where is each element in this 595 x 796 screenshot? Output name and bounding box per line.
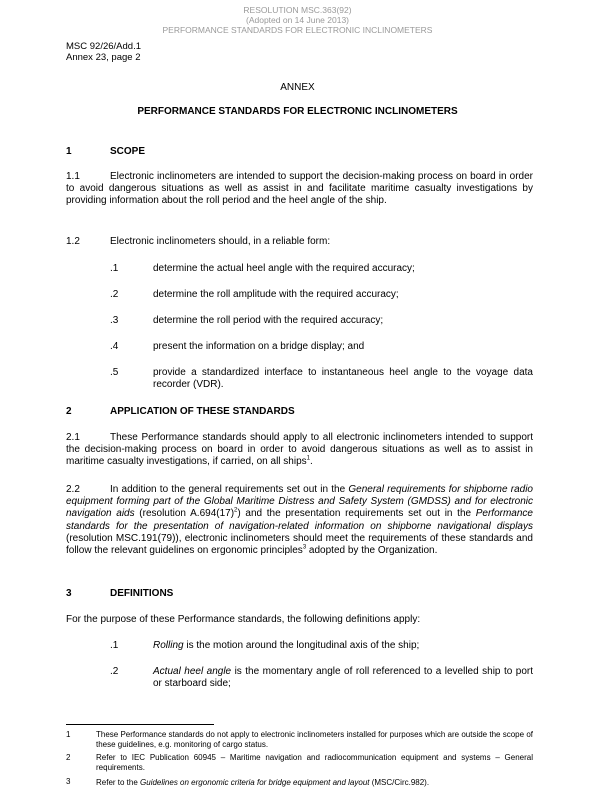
list-item-text: determine the roll period with the required accuracy;: [153, 315, 384, 326]
adoption-date: (Adopted on 14 June 2013): [245, 15, 350, 25]
para-2-1-number: 2.1: [66, 432, 80, 443]
para-1-2-text: Electronic inclinometers should, in a reliable form:: [110, 236, 331, 247]
definition-number: .1: [110, 640, 119, 651]
footnote-number: 1: [66, 730, 71, 739]
list-item-number: .5: [110, 367, 119, 378]
footnote-text: Refer to the Guidelines on ergonomic criteria for bridge equipment and layout (MSC/Circ.982).: [96, 778, 430, 787]
list-item-number: .3: [110, 315, 119, 326]
footnote-ref-2[interactable]: 2: [234, 508, 238, 515]
para-1-2-number: 1.2: [66, 236, 80, 247]
definition-number: .2: [110, 666, 119, 677]
list-item-number: .4: [110, 341, 119, 352]
list-item-text: provide a standardized interface to instantaneous heel angle to the voyage data recorder (VDR).: [153, 367, 533, 391]
para-2-2-text: In addition to the general requirements set out in the General requirements for shipborne radio equipment forming part of the Global Maritime Distress and Safety System (GMDSS) and for electronic navigation aids (resolution $A.694(17)^2$) and the presentation requirements set out in the Performance standards for the presentation of navigation-related information on shipborne navigational displays (resolution MSC.191(79)), electronic inclinometers should meet the requirements of these standards and follow the relevant guidelines on ergonomic principles$^3$ adopted by the Organization.: [66, 484, 533, 557]
annex-page-number: Annex 23, page 2: [66, 52, 141, 63]
section-3-title: DEFINITIONS: [110, 588, 174, 599]
para-1-1-number: 1.1: [66, 171, 80, 182]
para-1-1-text: Electronic inclinometers are intended to support the decision-making process on board in order to avoid dangerous situations as well as assist in and facilitate maritime casualty investigations by providing information about the roll period and the heel angle of the ship.: [66, 171, 533, 207]
section-3-number: 3: [66, 588, 72, 599]
definition-term: Rolling: [153, 640, 184, 651]
list-item-number: .1: [110, 263, 119, 274]
definition-text: Rolling is the motion around the longitudinal axis of the ship;: [153, 640, 420, 651]
footnote-ref-1[interactable]: 1: [306, 456, 310, 463]
list-item-text: determine the roll amplitude with the required accuracy;: [153, 289, 399, 300]
footnote-text: Refer to IEC Publication 60945 – Maritime navigation and radiocommunication equipment and systems – General requirements.: [96, 753, 533, 772]
section-2-number: 2: [66, 406, 72, 417]
section-2-title: APPLICATION OF THESE STANDARDS: [110, 406, 295, 417]
list-item-text: present the information on a bridge display; and: [153, 341, 365, 352]
definition-term: Actual heel angle: [153, 666, 232, 677]
footnote-ref-3[interactable]: 3: [302, 544, 307, 551]
annex-label: ANNEX: [280, 82, 315, 93]
para-2-2-number: 2.2: [66, 484, 80, 495]
footnote-number: 3: [66, 777, 71, 786]
para-2-1-text: These Performance standards should apply to all electronic inclinometers intended to support the decision-making process on board in order to avoid dangerous situations as well as to assist in maritime casualty investigations, if carried, on all ships$^1$.: [66, 432, 533, 468]
list-item-number: .2: [110, 289, 119, 300]
footnote-separator: [66, 724, 214, 725]
para-3-intro: For the purpose of these Performance standards, the following definitions apply:: [66, 614, 421, 625]
header-title: PERFORMANCE STANDARDS FOR ELECTRONIC INCLINOMETERS: [162, 25, 433, 35]
footnote-text: These Performance standards do not apply to electronic inclinometers installed for purposes which are outside the scope of these guidelines, e.g. monitoring of cargo status.: [96, 730, 533, 749]
document-reference: MSC 92/26/Add.1: [66, 41, 141, 52]
section-1-title: SCOPE: [110, 146, 146, 157]
main-title: PERFORMANCE STANDARDS FOR ELECTRONIC INCLINOMETERS: [137, 106, 458, 117]
footnote-number: 2: [66, 753, 71, 762]
section-1-number: 1: [66, 146, 72, 157]
list-item-text: determine the actual heel angle with the required accuracy;: [153, 263, 415, 274]
definition-text: Actual heel angle is the momentary angle of roll referenced to a levelled ship to port or starboard side;: [153, 666, 533, 690]
resolution-number: RESOLUTION MSC.363(92): [243, 5, 352, 15]
